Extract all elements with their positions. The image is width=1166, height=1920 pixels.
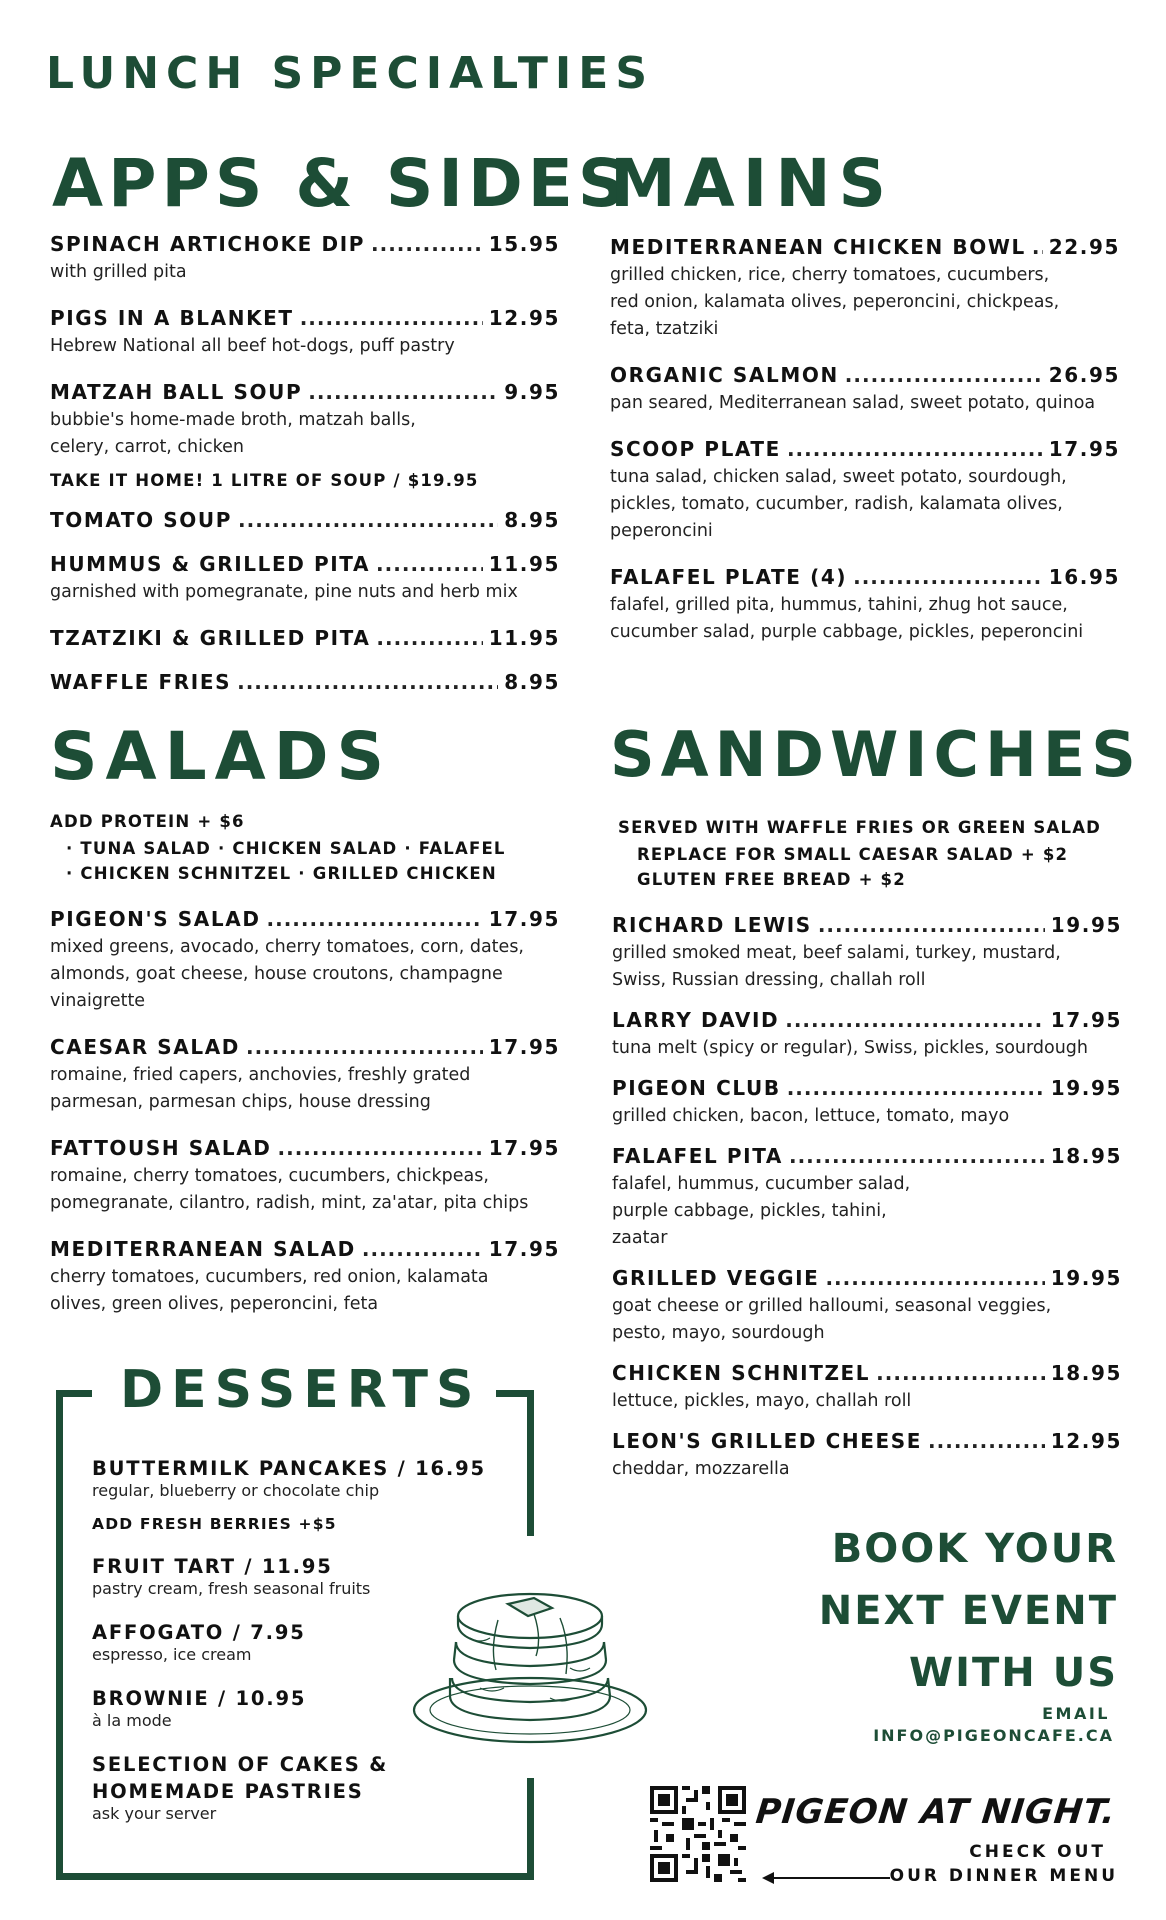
item-name: WAFFLE FRIES [50,670,232,694]
leader-dots [787,1076,1045,1100]
leader-dots [371,232,483,256]
leader-dots [362,1237,483,1261]
leader-dots [300,306,483,330]
item-price: 19.95 [1050,1076,1122,1100]
menu-item [50,552,560,606]
section-title-apps: APPS & SIDES [52,145,631,222]
item-name: CHICKEN SCHNITZEL [612,1361,871,1385]
menu-item [50,1136,560,1217]
leader-dots [308,380,498,404]
check-out-text: CHECK OUT [969,1842,1106,1862]
item-price: 17.95 [488,1035,560,1059]
item-price: 17.95 [488,1237,560,1261]
item-desc: grilled chicken, bacon, lettuce, tomato, mayo [612,1106,1010,1126]
item-name: MEDITERRANEAN SALAD [50,1237,356,1261]
item-price: 17.95 [1050,1008,1122,1032]
item-desc: goat cheese or grilled halloumi, seasonal veggies, pesto, mayo, sourdough [612,1296,1052,1343]
item-price: 17.95 [488,1136,560,1160]
leader-dots [278,1136,483,1160]
item-price: 19.95 [1050,1266,1122,1290]
item-desc: Hebrew National all beef hot-dogs, puff pastry [50,336,455,356]
menu-item [612,1144,1122,1252]
item-name: SPINACH ARTICHOKE DIP [50,232,366,256]
item-price: 18.95 [1050,1361,1122,1385]
email-label: EMAIL [1042,1704,1110,1723]
menu-item [612,1429,1122,1483]
item-desc: with grilled pita [50,262,187,282]
leader-dots [845,363,1043,387]
item-name: FALAFEL PLATE (4) [610,565,848,589]
dessert-name-cont: HOMEMADE PASTRIES [92,1780,364,1803]
dessert-item [92,1753,512,1824]
menu-item [610,565,1120,646]
item-price: 12.95 [488,306,560,330]
item-price: 11.95 [488,626,560,650]
menu-item [50,508,560,532]
item-price: 8.95 [504,670,560,694]
item-name: TOMATO SOUP [50,508,232,532]
menu-item [50,306,560,360]
leader-dots [1032,235,1043,259]
item-price: 17.95 [488,907,560,931]
dinner-menu-link[interactable]: OUR DINNER MENU [889,1866,1118,1886]
sides-note: SERVED WITH WAFFLE FRIES OR GREEN SALAD [618,818,1102,837]
item-name: MEDITERRANEAN CHICKEN BOWL [610,235,1026,259]
leader-dots [237,670,498,694]
dessert-name-price: FRUIT TART / 11.95 [92,1555,333,1578]
menu-item [50,907,560,1015]
item-price: 18.95 [1050,1144,1122,1168]
item-price: 9.95 [504,380,560,404]
item-name: FATTOUSH SALAD [50,1136,272,1160]
item-name: TZATZIKI & GRILLED PITA [50,626,371,650]
menu-item [610,235,1120,343]
menu-item [610,363,1120,417]
leader-dots [376,626,482,650]
item-name: LARRY DAVID [612,1008,780,1032]
item-price: 12.95 [1050,1429,1122,1453]
menu-item [50,1035,560,1116]
protein-note: ADD PROTEIN + $6 [50,812,245,831]
section-title-salads: SALADS [50,718,393,795]
item-desc: cherry tomatoes, cucumbers, red onion, kalamata olives, green olives, peperoncini, feta [50,1267,489,1314]
menu-item [612,1008,1122,1062]
frame-right-upper [527,1390,534,1536]
dessert-desc: ask your server [92,1804,217,1823]
item-desc: romaine, cherry tomatoes, cucumbers, chickpeas, pomegranate, cilantro, radish, mint, za'atar, pita chips [50,1166,529,1213]
menu-item [612,913,1122,994]
gluten-free-note: GLUTEN FREE BREAD + $2 [637,870,906,889]
menu-item [612,1076,1122,1130]
dessert-name: SELECTION OF CAKES & [92,1753,389,1776]
section-title-sandwiches: SANDWICHES [610,718,1142,791]
leader-dots [246,1035,483,1059]
qr-code-icon[interactable] [650,1786,746,1882]
item-desc: garnished with pomegranate, pine nuts and herb mix [50,582,518,602]
leader-dots [267,907,483,931]
dessert-desc: à la mode [92,1711,172,1730]
item-desc: grilled chicken, rice, cherry tomatoes, cucumbers, red onion, kalamata olives, peperoncini, chickpeas, feta, tzatziki [610,265,1060,339]
dessert-desc: pastry cream, fresh seasonal fruits [92,1579,371,1598]
dessert-name-price: AFFOGATO / 7.95 [92,1621,306,1644]
page-title: LUNCH SPECIALTIES [46,48,655,99]
pancake-stack-illustration [410,1578,650,1748]
item-name: PIGS IN A BLANKET [50,306,294,330]
item-note: TAKE IT HOME! 1 LITRE OF SOUP / $19.95 [50,471,479,490]
item-name: PIGEON CLUB [612,1076,781,1100]
leader-dots [785,1008,1045,1032]
leader-dots [376,552,483,576]
item-price: 26.95 [1048,363,1120,387]
leader-dots [876,1361,1045,1385]
dessert-desc: regular, blueberry or chocolate chip [92,1481,380,1500]
item-name: MATZAH BALL SOUP [50,380,303,404]
item-name: SCOOP PLATE [610,437,781,461]
menu-item [50,626,560,650]
item-desc: tuna melt (spicy or regular), Swiss, pickles, sourdough [612,1038,1089,1058]
item-price: 16.95 [1048,565,1120,589]
dessert-desc: espresso, ice cream [92,1645,252,1664]
sandwich-notes [612,818,1122,889]
pigeon-at-night-title: PIGEON AT NIGHT. [754,1792,1119,1832]
protein-options: · TUNA SALAD · CHICKEN SALAD · FALAFEL [66,839,506,858]
leader-dots [787,437,1043,461]
menu-item [610,437,1120,545]
arrow-left-icon [762,1868,892,1888]
item-name: PIGEON'S SALAD [50,907,261,931]
item-name: FALAFEL PITA [612,1144,783,1168]
frame-right-lower [527,1778,534,1880]
menu-item [50,232,560,286]
item-desc: cheddar, mozzarella [612,1459,790,1479]
dessert-name-price: BUTTERMILK PANCAKES / 16.95 [92,1457,486,1480]
item-price: 17.95 [1048,437,1120,461]
item-price: 19.95 [1050,913,1122,937]
apps-list [50,232,560,714]
email-address[interactable]: INFO@PIGEONCAFE.CA [873,1726,1114,1745]
book-line: NEXT EVENT [818,1588,1118,1634]
frame-left [56,1390,63,1880]
item-desc: bubbie's home-made broth, matzah balls, celery, carrot, chicken [50,410,416,457]
item-name: GRILLED VEGGIE [612,1266,820,1290]
item-price: 11.95 [488,552,560,576]
mains-list [610,235,1120,666]
menu-item [50,670,560,694]
item-desc: mixed greens, avocado, cherry tomatoes, corn, dates, almonds, goat cheese, house croutons, champagne vinaigrette [50,937,524,1011]
salads-list [50,812,560,1338]
menu-item [50,380,560,490]
leader-dots [238,508,498,532]
book-event-callout [819,1518,1118,1704]
leader-dots [789,1144,1045,1168]
item-desc: tuna salad, chicken salad, sweet potato, sourdough, pickles, tomato, cucumber, radish, kalamata olives, peperoncini [610,467,1067,541]
item-desc: pan seared, Mediterranean salad, sweet potato, quinoa [610,393,1096,413]
item-name: HUMMUS & GRILLED PITA [50,552,371,576]
book-line: WITH US [909,1650,1118,1696]
section-title-desserts: DESSERTS [120,1360,482,1420]
item-price: 8.95 [504,508,560,532]
caesar-note: REPLACE FOR SMALL CAESAR SALAD + $2 [637,845,1069,864]
protein-options: · CHICKEN SCHNITZEL · GRILLED CHICKEN [66,864,497,883]
frame-bottom [56,1873,534,1880]
menu-item [612,1266,1122,1347]
menu-item [50,1237,560,1318]
item-desc: falafel, hummus, cucumber salad, purple cabbage, pickles, tahini, zaatar [612,1174,911,1248]
item-desc: lettuce, pickles, mayo, challah roll [612,1391,912,1411]
item-desc: romaine, fried capers, anchovies, freshly grated parmesan, parmesan chips, house dressing [50,1065,471,1112]
item-desc: falafel, grilled pita, hummus, tahini, zhug hot sauce, cucumber salad, purple cabbage, pickles, peperoncini [610,595,1084,642]
item-name: CAESAR SALAD [50,1035,240,1059]
item-name: ORGANIC SALMON [610,363,839,387]
leader-dots [928,1429,1045,1453]
leader-dots [825,1266,1044,1290]
item-price: 22.95 [1048,235,1120,259]
item-name: LEON'S GRILLED CHEESE [612,1429,923,1453]
sandwiches-list [612,818,1122,1497]
item-price: 15.95 [488,232,560,256]
book-line: BOOK YOUR [831,1526,1118,1572]
dessert-name-price: BROWNIE / 10.95 [92,1687,307,1710]
dessert-note: ADD FRESH BERRIES +$5 [92,1515,337,1533]
item-name: RICHARD LEWIS [612,913,812,937]
section-title-mains: MAINS [610,145,895,222]
leader-dots [818,913,1045,937]
salad-protein-notes [50,812,560,883]
menu-item [612,1361,1122,1415]
item-desc: grilled smoked meat, beef salami, turkey, mustard, Swiss, Russian dressing, challah roll [612,943,1061,990]
dessert-item [92,1457,512,1533]
leader-dots [853,565,1043,589]
